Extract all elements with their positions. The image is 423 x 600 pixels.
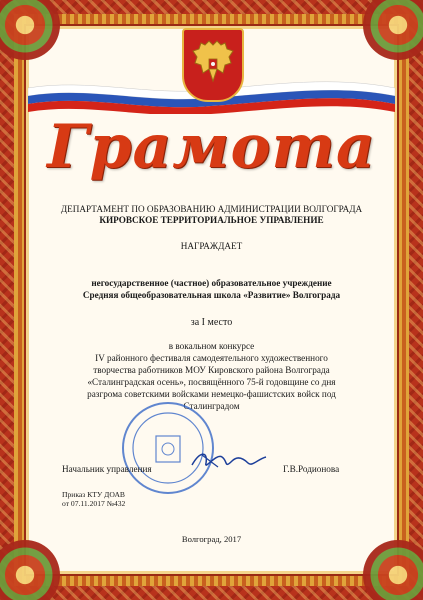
double-headed-eagle-icon [191, 39, 235, 91]
coat-of-arms-emblem [182, 28, 244, 102]
awards-label: НАГРАЖДАЕТ [180, 241, 243, 251]
award-place: за I место [190, 317, 233, 328]
order-reference [62, 490, 125, 508]
recipient-type: негосударственное (частное) образовательное учреждение [91, 278, 332, 288]
handwritten-signature [188, 447, 268, 473]
issuer-department: ДЕПАРТАМЕНТ ПО ОБРАЗОВАНИЮ АДМИНИСТРАЦИИ ВОЛГОГРАДА [60, 204, 363, 214]
reason-line: Сталинградом [183, 401, 240, 411]
reason-line: творчества работников МОУ Кировского района Волгограда [93, 365, 330, 375]
certificate-title: Грамота [47, 112, 376, 182]
reason-line: «Сталинградская осень», посвящённого 75-й годовщине со дня [87, 377, 336, 387]
issuer-administration: КИРОВСКОЕ ТЕРРИТОРИАЛЬНОЕ УПРАВЛЕНИЕ [99, 215, 324, 225]
signatory-name: Г.В.Родионова [283, 464, 340, 474]
reason-line: в вокальном конкурсе [168, 341, 255, 351]
reason-line: IV районного фестиваля самодеятельного художественного [95, 353, 328, 363]
signatory-title: Начальник управления [62, 464, 152, 474]
reason-line: разгрома советскими войсками немецко-фашистских войск под [87, 389, 336, 399]
order-number-date: от 07.11.2017 №432 [62, 499, 126, 508]
order-title: Приказ КТУ ДОАВ [62, 490, 126, 499]
city-year: Волгоград, 2017 [181, 534, 242, 544]
recipient-name: Средняя общеобразовательная школа «Развитие» Волгограда [82, 290, 341, 300]
